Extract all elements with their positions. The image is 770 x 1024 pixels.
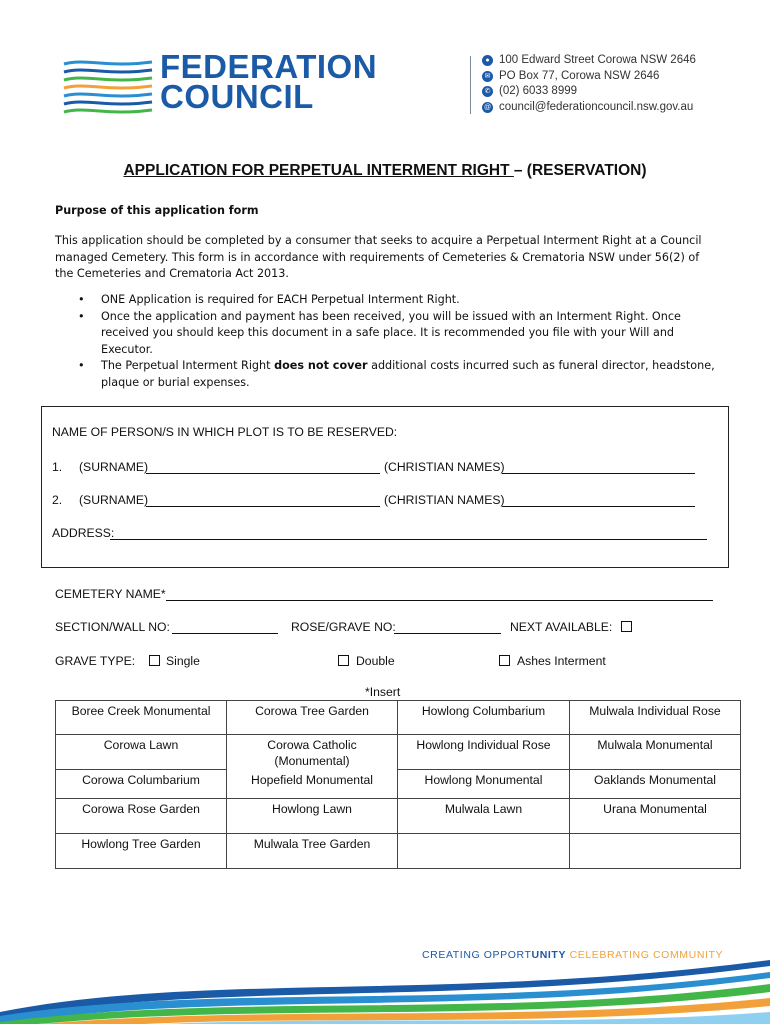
double-checkbox[interactable]	[338, 655, 349, 666]
insert-note: *Insert	[365, 685, 401, 699]
footer-unity: UNITY	[531, 949, 567, 961]
table-cell: Howlong Individual Rose	[398, 735, 570, 770]
footer-creating: CREATING OPPORT	[422, 949, 532, 961]
bullet-item	[78, 358, 718, 391]
ashes-label: Ashes Interment	[517, 654, 606, 668]
title-main: APPLICATION FOR PERPETUAL INTERMENT RIGHT	[123, 162, 514, 179]
purpose-paragraph: This application should be completed by a consumer that seeks to acquire a Perpetual Interment Right at a Council managed Cemetery. This form is in accordance with requirements of Cemeteries & Crematoria NSW under 56(2) of the Cemeteries and Crematoria Act 2013.	[55, 234, 702, 280]
table-row	[56, 834, 741, 869]
contact-block	[482, 53, 696, 115]
footer-waves-icon	[0, 952, 770, 1024]
table-cell: Urana Monumental	[570, 799, 741, 834]
page-title	[0, 162, 770, 180]
address-field[interactable]	[110, 526, 707, 540]
bullet-item: • ONE Application is required for EACH Perpetual Interment Right.	[78, 292, 718, 309]
table-cell: Corowa Tree Garden	[227, 701, 398, 735]
rose-grave-field[interactable]	[394, 620, 501, 634]
christian-field-1[interactable]	[502, 460, 695, 474]
next-available-checkbox[interactable]	[621, 621, 632, 632]
location-icon: ●	[482, 55, 493, 66]
table-cell: Howlong Columbarium	[398, 701, 570, 735]
table-cell	[570, 834, 741, 869]
brand-logo	[160, 48, 378, 115]
cemetery-table	[55, 700, 741, 869]
table-cell: Corowa Lawn	[56, 735, 227, 770]
mail-icon: ✉	[482, 71, 493, 82]
grave-type-label: GRAVE TYPE:	[55, 654, 136, 668]
at-icon: @	[483, 103, 492, 111]
purpose-bullets	[78, 292, 718, 391]
ashes-checkbox[interactable]	[499, 655, 510, 666]
table-cell: Boree Creek Monumental	[56, 701, 227, 735]
section-label: SECTION/WALL NO:	[55, 620, 170, 634]
table-cell: Howlong Lawn	[227, 799, 398, 834]
table-cell: Mulwala Individual Rose	[570, 701, 741, 735]
row1-number: 1.	[52, 460, 63, 474]
row2-number: 2.	[52, 493, 63, 507]
footer-celebrating: CELEBRATING COMMUNITY	[566, 949, 724, 961]
cemetery-name-label: CEMETERY NAME*	[55, 587, 166, 601]
reserve-heading: NAME OF PERSON/S IN WHICH PLOT IS TO BE RESERVED:	[52, 425, 398, 439]
surname-field-1[interactable]	[146, 460, 380, 474]
table-cell: Mulwala Tree Garden	[227, 834, 398, 869]
logo-waves-icon	[62, 58, 154, 116]
contact-email[interactable]: council@federationcouncil.nsw.gov.au	[499, 100, 694, 113]
contact-phone: (02) 6033 8999	[499, 85, 578, 97]
table-row	[56, 701, 741, 735]
single-label: Single	[166, 654, 200, 668]
address-label: ADDRESS:	[52, 526, 115, 540]
title-suffix: – (RESERVATION)	[513, 162, 647, 179]
purpose-heading: Purpose of this application form	[55, 204, 259, 217]
christian-label: (CHRISTIAN NAMES)	[384, 460, 505, 474]
cemetery-name-field[interactable]	[166, 587, 713, 601]
brand-line2: COUNCIL	[160, 78, 314, 115]
bullet-item: • Once the application and payment has been received, you will be issued with an Interment Right. Once received you should keep this document in a safe place. It is recommended you file with your Will and Executor.	[78, 309, 718, 359]
bullet-bold-text: does not cover	[274, 359, 368, 372]
table-cell: Howlong Tree Garden	[56, 834, 227, 869]
bullet-text: additional costs incurred such as funeral director, headstone, plaque or burial expenses.	[101, 359, 715, 389]
table-row	[56, 799, 741, 834]
surname-label: (SURNAME)	[79, 460, 149, 474]
bullet-text: The Perpetual Interment Right	[101, 359, 275, 372]
christian-label: (CHRISTIAN NAMES)	[384, 493, 505, 507]
rose-grave-label: ROSE/GRAVE NO:	[291, 620, 396, 634]
table-row	[56, 770, 741, 799]
table-cell: Mulwala Monumental	[570, 735, 741, 770]
surname-label: (SURNAME)	[79, 493, 149, 507]
table-cell: Hopefield Monumental	[227, 770, 398, 799]
table-cell: Corowa Rose Garden	[56, 799, 227, 834]
phone-icon: ✆	[482, 86, 493, 97]
table-cell: Corowa Columbarium	[56, 770, 227, 799]
contact-address: 100 Edward Street Corowa NSW 2646	[499, 54, 696, 66]
contact-po-box: PO Box 77, Corowa NSW 2646	[499, 69, 660, 82]
table-cell: Oaklands Monumental	[570, 770, 741, 799]
christian-field-2[interactable]	[502, 493, 695, 507]
brand-line1: FEDERATION	[160, 48, 378, 85]
double-label: Double	[356, 654, 395, 668]
surname-field-2[interactable]	[146, 493, 380, 507]
table-cell: Mulwala Lawn	[398, 799, 570, 834]
table-cell	[398, 834, 570, 869]
next-available-label: NEXT AVAILABLE:	[510, 620, 613, 634]
table-cell: Howlong Monumental	[398, 770, 570, 799]
header-divider	[470, 56, 471, 114]
single-checkbox[interactable]	[149, 655, 160, 666]
section-field[interactable]	[172, 620, 278, 634]
table-cell: Corowa Catholic (Monumental)	[227, 735, 398, 770]
table-row	[56, 735, 741, 770]
